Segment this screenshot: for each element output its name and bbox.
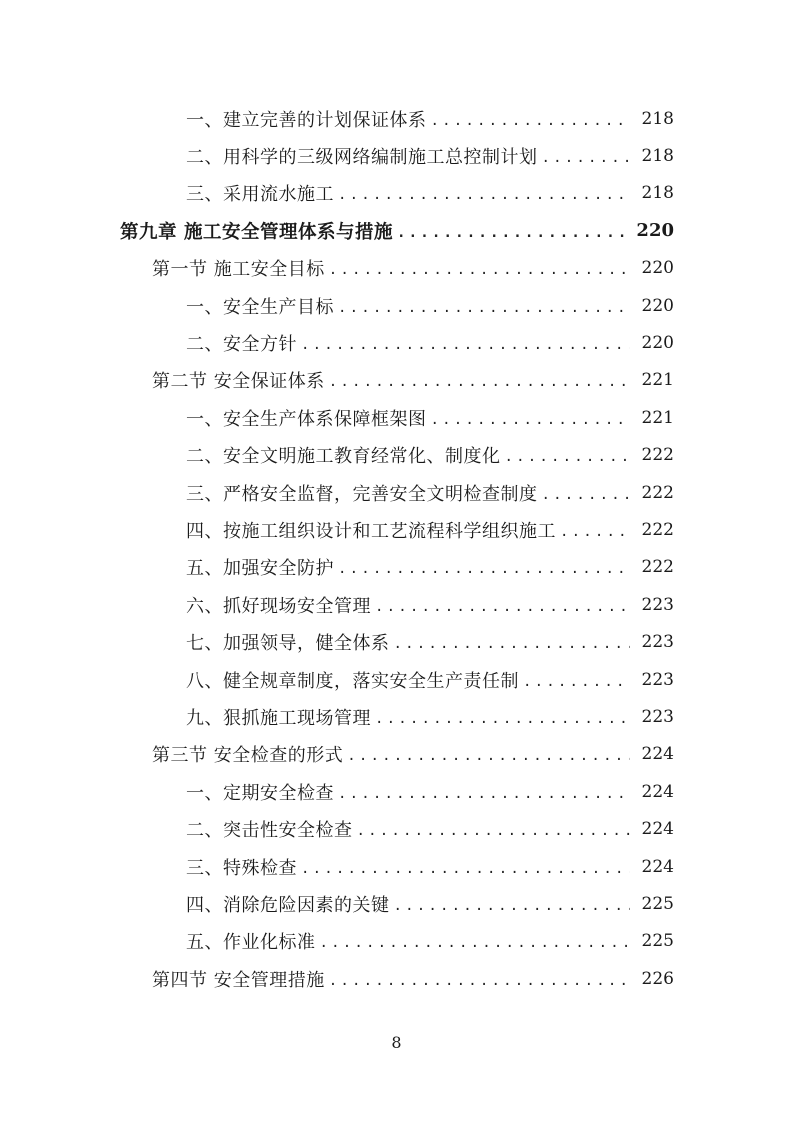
toc-entry-title: 六、抓好现场安全管理 (186, 592, 375, 618)
toc-entry-page: 222 (641, 482, 674, 503)
toc-entry-title: 三、严格安全监督，完善安全文明检查制度 (186, 480, 542, 506)
toc-entry-title: 第四节 安全管理措施 (152, 966, 329, 992)
toc-entry-page: 218 (641, 146, 674, 167)
toc-leader-dots (329, 258, 630, 278)
toc-entry-title: 二、安全方针 (186, 330, 301, 356)
toc-entry[interactable] (0, 549, 793, 586)
toc-chapter-entry[interactable] (0, 212, 793, 249)
toc-entry[interactable] (0, 698, 793, 735)
toc-entry-page: 224 (641, 819, 674, 840)
page-number: 8 (391, 1033, 402, 1052)
toc-entry[interactable] (0, 399, 793, 436)
toc-entry-title: 七、加强领导，健全体系 (186, 629, 394, 655)
toc-entry[interactable] (0, 810, 793, 847)
toc-entry-title: 一、定期安全检查 (186, 779, 338, 805)
toc-entry[interactable] (0, 511, 793, 548)
toc-entry-page: 225 (641, 893, 674, 914)
toc-entry-page: 220 (641, 295, 674, 316)
toc-entry[interactable] (0, 848, 793, 885)
toc-leader-dots (394, 894, 631, 914)
toc-entry-title: 第一节 施工安全目标 (152, 255, 329, 281)
toc-entry-title: 第二节 安全保证体系 (152, 367, 329, 393)
toc-entry[interactable] (0, 324, 793, 361)
toc-entry-title: 四、消除危险因素的关键 (186, 891, 394, 917)
toc-entry[interactable] (0, 623, 793, 660)
toc-entry[interactable] (0, 474, 793, 511)
toc-entry-page: 222 (641, 557, 674, 578)
toc-entry[interactable] (0, 287, 793, 324)
toc-entry-page: 221 (641, 407, 674, 428)
toc-leader-dots (560, 520, 630, 540)
toc-leader-dots (338, 296, 630, 316)
toc-leader-dots (338, 183, 630, 203)
toc-entry-page: 220 (636, 220, 674, 242)
toc-leader-dots (357, 819, 631, 839)
toc-entry-page: 224 (641, 744, 674, 765)
toc-entry-title: 第九章 施工安全管理体系与措施 (120, 218, 397, 244)
toc-entry-title: 三、特殊检查 (186, 854, 301, 880)
toc-leader-dots (338, 782, 630, 802)
toc-entry-page: 223 (641, 632, 674, 653)
toc-section-entry[interactable] (0, 960, 793, 997)
toc-entry-title: 二、突击性安全检查 (186, 816, 357, 842)
toc-entry-title: 四、按施工组织设计和工艺流程科学组织施工 (186, 517, 560, 543)
toc-leader-dots (301, 857, 630, 877)
toc-entry-page: 222 (641, 445, 674, 466)
toc-entry[interactable] (0, 100, 793, 137)
toc-entry-title: 一、安全生产目标 (186, 293, 338, 319)
toc-section-entry[interactable] (0, 736, 793, 773)
toc-entry[interactable] (0, 661, 793, 698)
toc-entry[interactable] (0, 773, 793, 810)
toc-leader-dots (338, 557, 630, 577)
toc-leader-dots (523, 670, 630, 690)
toc-entry-page: 224 (641, 856, 674, 877)
toc-leader-dots (394, 632, 631, 652)
toc-entry[interactable] (0, 437, 793, 474)
toc-entry-page: 223 (641, 706, 674, 727)
toc-entry-title: 五、加强安全防护 (186, 554, 338, 580)
toc-entry-title: 五、作业化标准 (186, 928, 320, 954)
toc-entry-page: 221 (641, 370, 674, 391)
table-of-contents (0, 100, 793, 997)
toc-entry-page: 224 (641, 781, 674, 802)
toc-entry-title: 二、安全文明施工教育经常化、制度化 (186, 442, 505, 468)
toc-leader-dots (347, 744, 630, 764)
toc-entry-page: 218 (641, 108, 674, 129)
toc-leader-dots (431, 408, 631, 428)
toc-entry-page: 223 (641, 669, 674, 690)
toc-leader-dots (431, 109, 631, 129)
toc-entry[interactable] (0, 923, 793, 960)
toc-entry-title: 一、建立完善的计划保证体系 (186, 106, 431, 132)
toc-leader-dots (329, 969, 630, 989)
toc-leader-dots (542, 483, 631, 503)
toc-leader-dots (375, 707, 630, 727)
toc-entry-title: 九、狠抓施工现场管理 (186, 704, 375, 730)
toc-section-entry[interactable] (0, 362, 793, 399)
toc-entry-title: 三、采用流水施工 (186, 180, 338, 206)
toc-entry-page: 225 (641, 931, 674, 952)
toc-entry-title: 二、用科学的三级网络编制施工总控制计划 (186, 143, 542, 169)
toc-entry[interactable] (0, 885, 793, 922)
toc-section-entry[interactable] (0, 250, 793, 287)
toc-leader-dots (505, 445, 631, 465)
toc-entry-title: 一、安全生产体系保障框架图 (186, 405, 431, 431)
toc-leader-dots (397, 221, 630, 241)
toc-entry-title: 八、健全规章制度，落实安全生产责任制 (186, 667, 523, 693)
toc-entry-page: 220 (641, 258, 674, 279)
toc-leader-dots (375, 595, 630, 615)
toc-leader-dots (542, 146, 631, 166)
toc-leader-dots (320, 931, 631, 951)
toc-entry[interactable] (0, 175, 793, 212)
toc-entry-page: 220 (641, 333, 674, 354)
toc-entry-title: 第三节 安全检查的形式 (152, 741, 347, 767)
toc-leader-dots (329, 370, 630, 390)
toc-entry-page: 222 (641, 519, 674, 540)
toc-entry[interactable] (0, 137, 793, 174)
toc-entry-page: 226 (641, 968, 674, 989)
toc-entry-page: 223 (641, 594, 674, 615)
toc-leader-dots (301, 333, 630, 353)
toc-entry[interactable] (0, 586, 793, 623)
toc-entry-page: 218 (641, 183, 674, 204)
